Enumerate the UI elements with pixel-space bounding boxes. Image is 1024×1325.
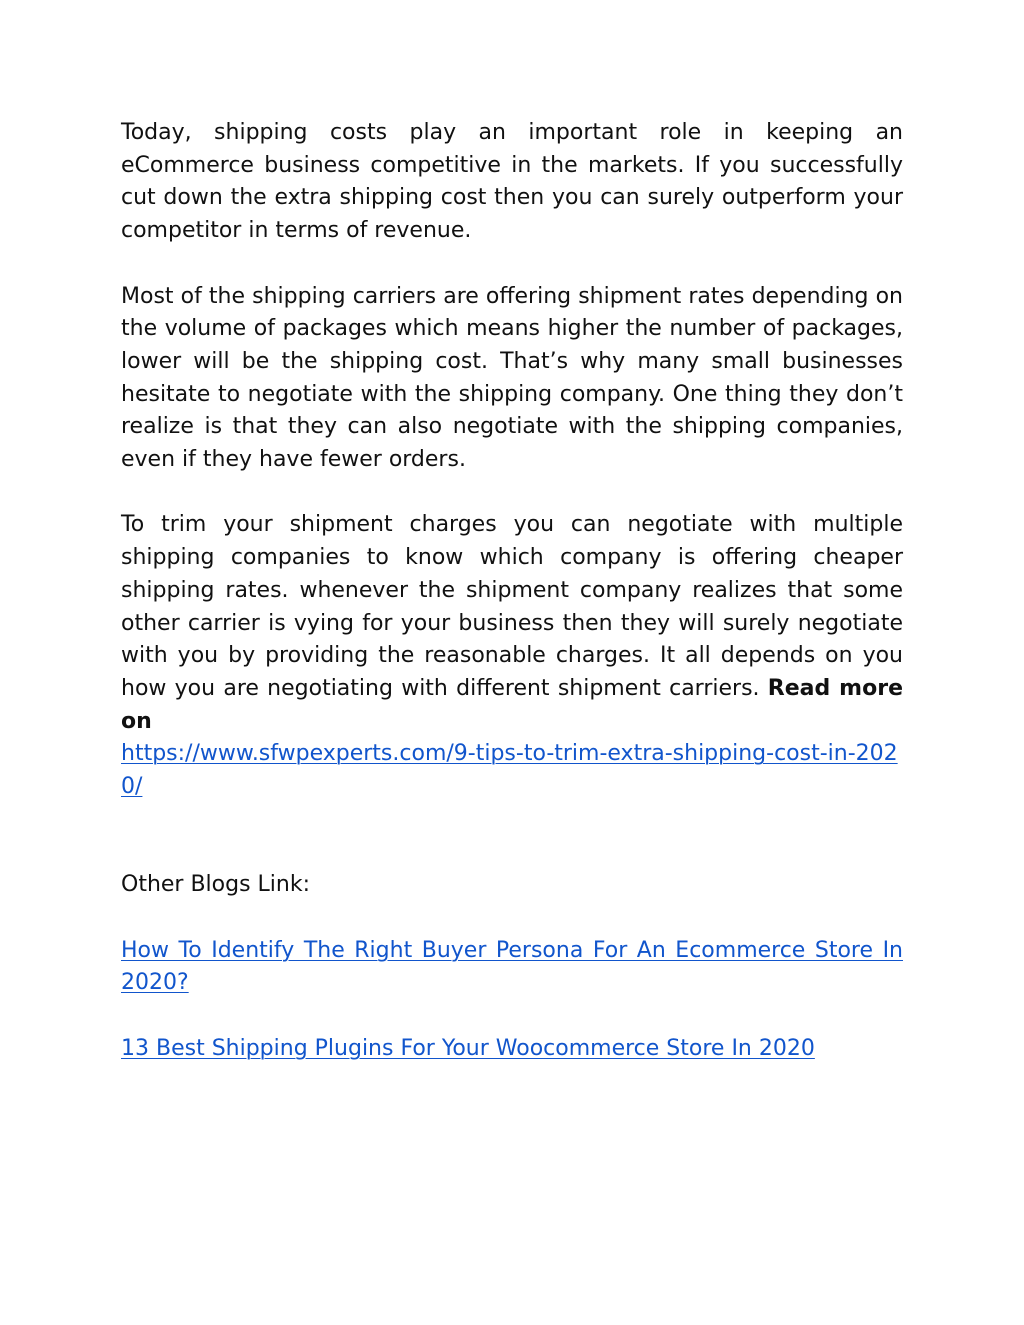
read-more-link-container — [121, 738, 903, 803]
paragraph-trim-charges — [121, 509, 903, 738]
blog-link-item — [121, 935, 903, 1000]
read-more-label: Read more on — [121, 675, 903, 734]
paragraph-shipping-carriers: Most of the shipping carriers are offering shipment rates depending on the volume of packages which means higher the number of packages, lower will be the shipping cost. That’s why many small businesses hesitate to negotiate with the shipping company. One thing they don’t realize is that they can also negotiate with the shipping companies, even if they have fewer orders. — [121, 283, 903, 473]
document-page — [121, 117, 903, 1098]
blog-link-buyer-persona[interactable]: How To Identify The Right Buyer Persona For An Ecommerce Store In 2020? — [121, 937, 903, 996]
spacer — [121, 836, 903, 869]
read-more-link[interactable]: https://www.sfwpexperts.com/9-tips-to-trim-extra-shipping-cost-in-2020/ — [121, 741, 898, 800]
paragraph-trim-charges-text: To trim your shipment charges you can negotiate with multiple shipping companies to know which company is offering cheaper shipping rates. whenever the shipment company realizes that some other carrier is vying for your business then they will surely negotiate with you by providing the reasonable charges. It all depends on you how you are negotiating with different shipment carriers. — [121, 512, 903, 701]
blog-link-item — [121, 1033, 903, 1066]
blog-link-shipping-plugins[interactable]: 13 Best Shipping Plugins For Your Woocommerce Store In 2020 — [121, 1035, 815, 1061]
paragraph-shipping-costs: Today, shipping costs play an important role in keeping an eCommerce business competitive in the markets. If you successfully cut down the extra shipping cost then you can surely outperform your competitor in terms of revenue. — [121, 120, 903, 244]
other-blogs-heading: Other Blogs Link: — [121, 872, 311, 898]
